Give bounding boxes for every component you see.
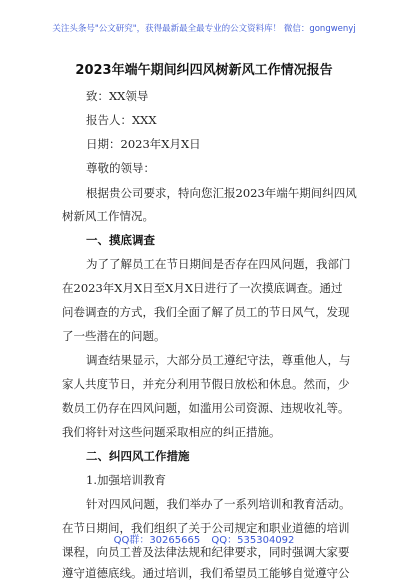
subsection-heading: 1.加强培训教育 xyxy=(86,473,166,487)
body-line: 我们将针对这些问题采取相应的纠正措施。 xyxy=(62,425,281,439)
body-line: 根据贵公司要求，特向您汇报2023年端午期间纠四风 xyxy=(86,186,357,200)
section-heading-1: 一、摸底调查 xyxy=(86,233,155,247)
qq-number: QQ：535304092 xyxy=(211,535,295,546)
body-line: 数员工仍存在四风问题，如滥用公司资源、违规收礼等。 xyxy=(62,401,350,415)
body-line: 针对四风问题，我们举办了一系列培训和教育活动。 xyxy=(86,497,351,511)
section-heading-2: 二、纠四风工作措施 xyxy=(86,449,190,463)
reporter-line: 报告人：XXX xyxy=(86,113,157,127)
salutation-line: 尊敬的领导： xyxy=(86,161,155,175)
body-line: 了一些潜在的问题。 xyxy=(62,329,166,343)
date-line: 日期：2023年X月X日 xyxy=(86,137,201,151)
body-line: 在2023年X月X日至X月X日进行了一次摸底调查。通过 xyxy=(62,281,343,295)
report-title: 2023年端午期间纠四风树新风工作情况报告 xyxy=(75,63,333,78)
body-line: 课程，向员工普及法律法规和纪律要求，同时强调大家要 xyxy=(62,545,350,559)
body-line: 遵守道德底线。通过培训，我们希望员工能够自觉遵守公 xyxy=(62,566,350,580)
header-banner: 关注头条号"公文研究"，获得最新最全最专业的公文资料库！ 微信：gongwenyj xyxy=(52,24,356,34)
body-line: 在节日期间，我们组织了关于公司规定和职业道德的培训 xyxy=(62,521,350,535)
body-line: 调查结果显示，大部分员工遵纪守法，尊重他人，与 xyxy=(86,353,351,367)
addressee-line: 致：XX领导 xyxy=(86,89,149,103)
footer-contacts xyxy=(0,531,408,546)
body-line: 家人共度节日，并充分利用节假日放松和休息。然而，少 xyxy=(62,377,350,391)
qq-group: QQ群：30265665 xyxy=(113,535,201,546)
body-line: 问卷调查的方式，我们全面了解了员工的节日风气，发现 xyxy=(62,305,350,319)
body-line: 为了了解员工在节日期间是否存在四风问题，我部门 xyxy=(86,257,351,271)
body-line: 树新风工作情况。 xyxy=(62,209,154,223)
